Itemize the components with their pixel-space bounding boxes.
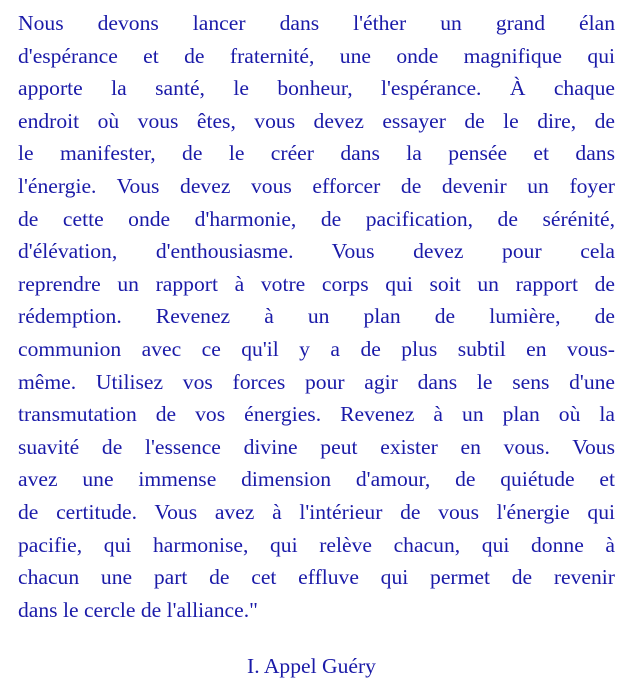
quote-line: transmutation de vos énergies. Revenez à un plan où la — [18, 402, 615, 427]
quote-text — [18, 7, 615, 626]
quote-line: endroit où vous êtes, vous devez essayer de le dire, de — [18, 108, 615, 133]
quote-line: de certitude. Vous avez à l'intérieur de vous l'énergie qui — [18, 499, 615, 524]
quote-line: reprendre un rapport à votre corps qui soit un rapport de — [18, 271, 615, 296]
quote-line: rédemption. Revenez à un plan de lumière, de — [18, 304, 615, 329]
quote-line: d'élévation, d'enthousiasme. Vous devez pour cela — [18, 239, 615, 264]
quote-line: pacifie, qui harmonise, qui relève chacun, qui donne à — [18, 532, 615, 557]
quote-line: l'énergie. Vous devez vous efforcer de devenir un foyer — [18, 173, 615, 198]
quote-line: suavité de l'essence divine peut exister en vous. Vous — [18, 434, 615, 459]
author-attribution: I. Appel Guéry — [247, 654, 376, 678]
quote-line: d'espérance et de fraternité, une onde magnifique qui — [18, 43, 615, 68]
quote-line: le manifester, de le créer dans la pensée et dans — [18, 141, 615, 166]
quote-line: dans le cercle de l'alliance." — [18, 597, 258, 622]
quote-line: Nous devons lancer dans l'éther un grand élan — [18, 11, 615, 35]
quote-line: avez une immense dimension d'amour, de quiétude et — [18, 467, 615, 492]
quote-line: chacun une part de cet effluve qui permet de revenir — [18, 565, 615, 590]
quote-line: même. Utilisez vos forces pour agir dans le sens d'une — [18, 369, 615, 394]
quote-line: apporte la santé, le bonheur, l'espérance. À chaque — [18, 76, 615, 101]
quote-line: de cette onde d'harmonie, de pacification, de sérénité, — [18, 206, 615, 231]
quote-line: communion avec ce qu'il y a de plus subtil en vous- — [18, 336, 615, 361]
